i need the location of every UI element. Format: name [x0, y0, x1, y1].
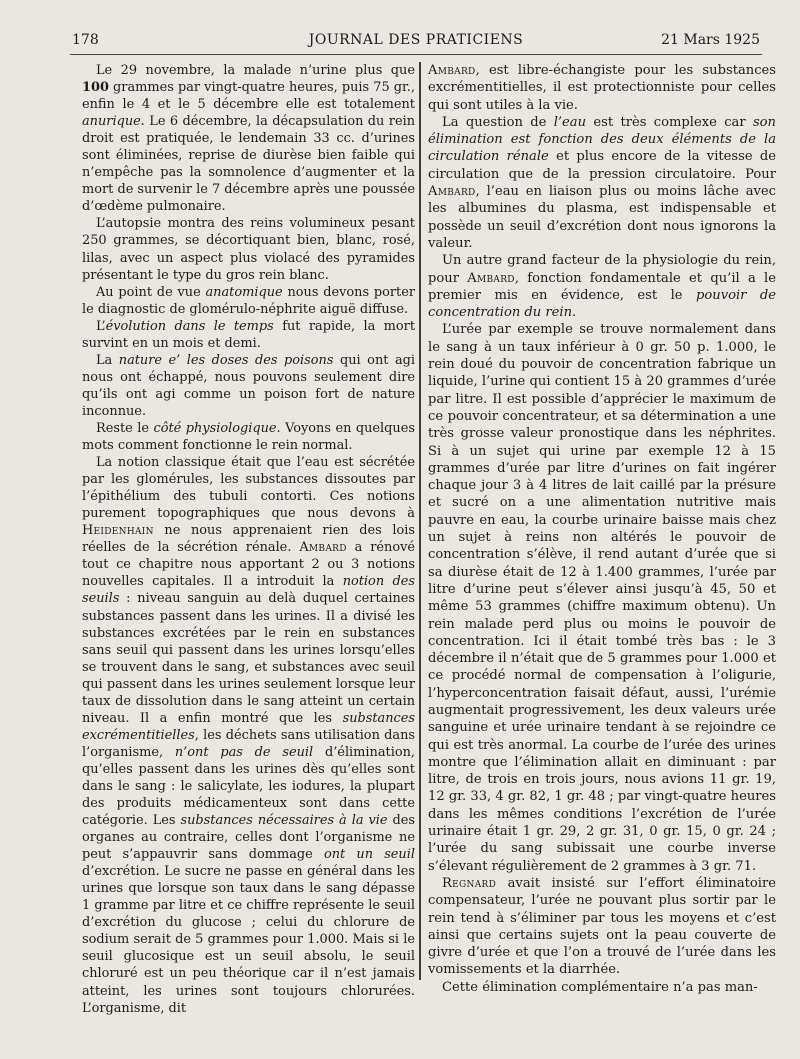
italic-text: anatomique	[205, 284, 283, 300]
text-run: La notion classique était que l’eau est sécrétée par les glomérules, les substances dissoutes par l’épithélium des tubuli contorti. Ces notions purement topographiques que nous devons à	[82, 455, 415, 522]
page-number: 178	[72, 32, 99, 48]
running-header	[70, 30, 762, 55]
italic-text: notion des seuils	[82, 574, 415, 607]
text-run: La	[96, 352, 119, 368]
text-run: nous devons porter le diagnostic de glomérulo-néphrite aiguë diffuse.	[82, 284, 415, 317]
italic-text: substances excrémentitielles	[82, 710, 415, 743]
text-run: L’urée par exemple se trouve normalement dans le sang à un taux inférieur à 0 gr. 50 p. 1.000, le rein doué du pouvoir de concentration fabrique un liquide, l’urine qui contient 15 à 20 grammes d’urée par litre. Il est possible d’apprécier le maximum de ce pouvoir concentrateur, et sa détermination a une très grosse valeur pronostique dans les néphrites. Si à un sujet qui urine par exemple 12 à 15 grammes d’urée par litre d’urines on fait ingérer chaque jour 3 à 4 litres de lait caillé par la présure et sucré on a une alimentation nutritive mais pauvre en eau, la courbe urinaire baisse mais chez un sujet à reins non altérés le pouvoir de concentration s’élève, il rend autant d’urée que si sa diurèse était de 12 à 1.400 grammes, l’urée par litre d’urine peut s’élever ainsi jusqu’à 45, 50 et même 53 grammes (chiffre maximum obtenu). Un rein malade perd plus ou moins le pouvoir de concentration. Ici il était tombé très bas : le 3 décembre il n’était que de 5 grammes pour 1.000 et ce procédé normal de compensation à l’oligurie, l’hyperconcentration faisait défaut, aussi, l’urémie augmentait progressivement, les deux valeurs urée sanguine et urée urinaire tendant à se rejoindre ce qui est très anormal. La courbe de l’urée des urines montre que l’élimination allait en diminuant : par litre, de trois en trois jours, nous avions 11 gr. 19, 12 gr. 33, 4 gr. 82, 1 gr. 48 ; par vingt-quatre heures dans les mêmes conditions l’excrétion de l’urée urinaire était 1 gr. 29, 2 gr. 31, 0 gr. 15, 0 gr. 24 ; l’urée du sang subissait une courbe inverse s’élevant régulièrement de 2 grammes à 3 gr. 71.	[428, 322, 776, 874]
paragraph	[428, 979, 776, 996]
text-run: a rénové tout ce chapitre nous apportant 2 ou 3 notions nouvelles capitales. Il a introduit la	[82, 540, 415, 590]
text-run: qui ont agi nous ont échappé, nous pouvons seulement dire qu’ils ont agi comme un poison fort de nature inconnue.	[82, 352, 416, 419]
text-run: . Voyons en quelques mots comment fonctionne le rein normal.	[82, 420, 415, 454]
paragraph	[428, 321, 776, 875]
italic-text: nature e’ les doses des poisons	[118, 352, 334, 368]
text-run: d’excrétion. Le sucre ne passe en général dans les urines que lorsque son taux dans le sang dépasse 1 gramme par litre et ce chiffre représente le seuil d’excrétion du glucose ; celui du chlorure de sodium serait de 5 grammes pour 1.000. Mais si le seuil glucosique est un seuil absolu, le seuil chloruré est un peu théorique car il n’est jamais atteint, les urines sont toujours chlorurées. L’organisme, dit	[82, 864, 415, 1016]
italic-text: côté physiologique	[153, 420, 277, 436]
italic-text: son élimination est fonction des deux éléments de la circulation rénale	[428, 114, 776, 165]
text-run: . Le 6 décembre, la décapsulation du rein droit est pratiquée, le lendemain 33 cc. d’urines sont éliminées, reprise de diurèse bien faible qui n’empêche pas la somnolence d’augmenter et la mort de survenir le 7 décembre après une poussée d’œdème pulmonaire.	[82, 114, 415, 215]
author-name: Regnard	[442, 875, 497, 891]
paragraph	[428, 114, 776, 252]
text-run: et plus encore de la vitesse de circulation que de la pression circulatoire. Pour	[428, 149, 776, 182]
paragraph	[82, 352, 415, 420]
italic-text: l’eau	[553, 114, 587, 130]
paragraph	[82, 420, 415, 454]
author-name: Ambard	[428, 184, 476, 200]
text-run: grammes par vingt-quatre heures, puis 75 gr., enfin le 4 et le 5 décembre elle est totalement	[82, 80, 415, 113]
author-name: Ambard	[299, 540, 347, 556]
text-run: est très complexe car	[586, 114, 753, 130]
right-column	[428, 62, 776, 996]
text-run: Au point de vue	[96, 284, 206, 300]
column-divider	[419, 62, 421, 980]
text-run: avait insisté sur l’effort éliminatoire compensateur, l’urée ne pouvant plus sortir par le rein tend à s’éliminer par tous les moyens et c’est ainsi que certains sujets ont la peau couverte de givre d’urée et que l’on a trouvé de l’urée dans les vomissements et la diarrhée.	[428, 875, 776, 978]
paragraph	[428, 252, 776, 321]
author-name: Heidenhain	[82, 523, 154, 539]
text-run: : niveau sanguin au delà duquel certaines substances passent dans les urines. Il a divisé les substances excrétées par le rein en substances sans seuil qui passent dans les urines lorsqu’elles se trouvent dans le sang, et substances avec seuil qui passent dans les urines seulement lorsque leur taux de dissolution dans le sang atteint un certain niveau. Il a enfin montré que les	[82, 591, 415, 726]
italic-text: évolution dans le temps	[105, 318, 274, 334]
text-run: ne nous apprenaient rien des lois réelles de la sécrétion rénale.	[82, 523, 415, 556]
paragraph	[428, 62, 776, 114]
journal-title: JOURNAL DES PRATICIENS	[308, 32, 524, 48]
italic-text: n’ont pas de seuil	[174, 744, 314, 760]
text-run: Le 29 novembre, la malade n’urine plus que	[96, 63, 415, 78]
text-run: des organes au contraire, celles dont l’organisme ne peut s’appauvrir sans dommage	[82, 813, 415, 863]
italic-text: substances nécessaires à la vie	[180, 813, 388, 829]
italic-text: anurique	[82, 114, 141, 130]
text-run: L’autopsie montra des reins volumineux pesant 250 grammes, se décortiquant bien, blanc, rosé, lilas, avec un aspect plus violacé des pyramides présentant le type du gros rein blanc.	[82, 216, 415, 283]
paragraph	[82, 284, 415, 318]
italic-text: ont un seuil	[323, 847, 415, 863]
text-run: d’élimination, qu’elles passent dans les urines dès qu’elles sont dans le sang : le salicylate, les iodures, la plupart des produits médicamenteux sont dans cette catégorie. Les	[82, 744, 415, 829]
text-run: , est libre-échangiste pour les substances excrémentitielles, il est protectionniste pour celles qui sont utiles à la vie.	[428, 63, 776, 113]
left-column	[82, 62, 415, 1017]
paragraph	[82, 318, 415, 352]
text-run: .	[572, 305, 577, 321]
bold-text: 100	[82, 80, 109, 96]
text-run: La question de	[442, 114, 554, 130]
text-run: Un autre grand facteur de la physiologie du rein, pour	[428, 253, 776, 286]
text-run: L’	[96, 318, 106, 334]
italic-text: pouvoir de concentration du rein	[428, 287, 777, 321]
paragraph	[428, 875, 776, 979]
paragraph	[82, 62, 415, 215]
paragraph	[82, 454, 415, 1017]
text-run: Reste le	[96, 420, 154, 436]
text-run: Cette élimination complémentaire n’a pas man-	[442, 979, 758, 995]
author-name: Ambard	[467, 270, 515, 286]
text-run: fut rapide, la mort survint en un mois et demi.	[82, 318, 416, 351]
text-run: , les déchets sans utilisation dans l’organisme,	[82, 727, 415, 760]
issue-date: 21 Mars 1925	[661, 32, 760, 48]
author-name: Ambard	[428, 63, 476, 78]
text-run: , fonction fondamentale et qu’il a le premier mis en évidence, est le	[428, 270, 776, 303]
paragraph	[82, 215, 415, 283]
text-run: , l’eau en liaison plus ou moins lâche avec les albumines du plasma, est indispensable et possède un seuil d’excrétion dont nous ignorons la valeur.	[428, 184, 776, 251]
